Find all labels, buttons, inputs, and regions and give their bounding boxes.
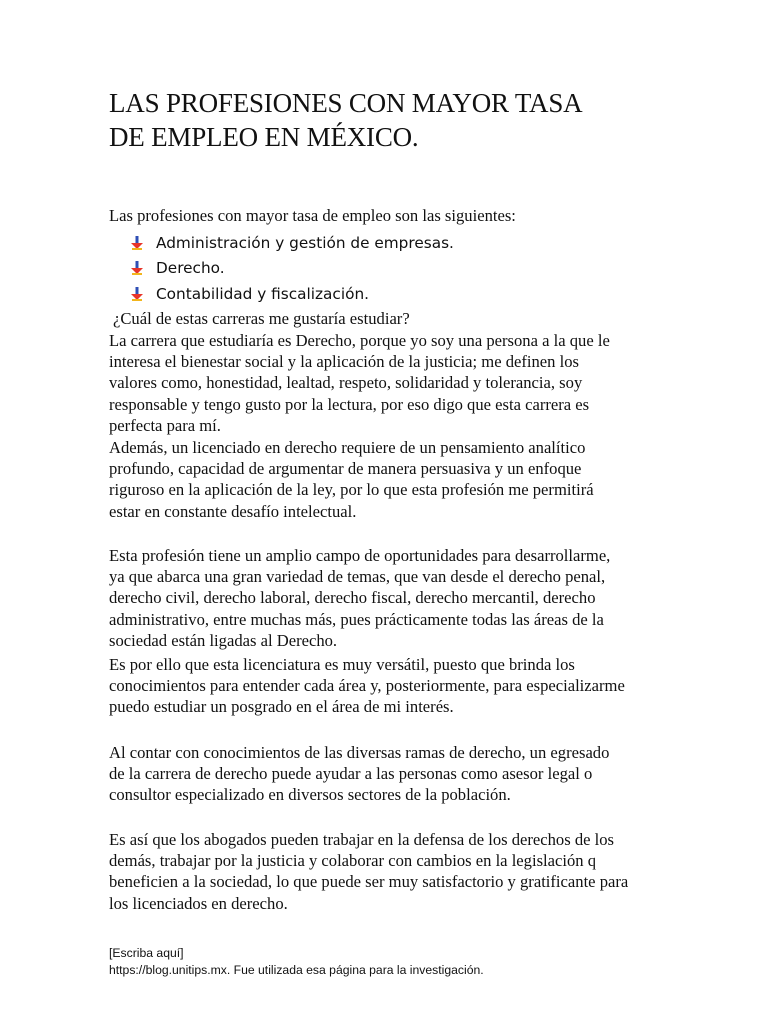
- footer-source-note: https://blog.unitips.mx. Fue utilizada esa página para la investigación.: [109, 963, 484, 977]
- title-line-2: DE EMPLEO EN MÉXICO.: [109, 122, 419, 152]
- arrow-down-bullet-icon: [130, 236, 144, 250]
- list-item: [130, 256, 454, 282]
- list-item: [130, 230, 454, 256]
- title-line-1: LAS PROFESIONES CON MAYOR TASA: [109, 88, 583, 118]
- profession-list: [130, 230, 454, 307]
- paragraph-5: Al contar con conocimientos de las diversas ramas de derecho, un egresado de la carrera de derecho puede ayudar a las personas como asesor legal o consultor especializado en diversos sectores de la población.: [109, 743, 610, 805]
- arrow-down-bullet-icon: [130, 287, 144, 301]
- paragraph-2: Además, un licenciado en derecho requiere de un pensamiento analítico profundo, capacidad de argumentar de manera persuasiva y un enfoque riguroso en la aplicación de la ley, por lo que esta profesión me permitirá estar en constante desafío intelectual.: [109, 438, 594, 521]
- list-item-label: Administración y gestión de empresas.: [156, 233, 454, 252]
- paragraph-1: La carrera que estudiaría es Derecho, porque yo soy una persona a la que le interesa el bienestar social y la aplicación de la justicia; me definen los valores como, honestidad, lealtad, respeto, solidaridad y tolerancia, soy responsable y tengo gusto por la lectura, por eso digo que esta carrera es perfecta para mí.: [109, 331, 610, 435]
- paragraph-6: Es así que los abogados pueden trabajar en la defensa de los derechos de los demás, trabajar por la justicia y colaborar con cambios en la legislación q beneficien a la sociedad, lo que puede ser muy satisfactorio y gratificante para los licenciados en derecho.: [109, 830, 629, 913]
- page-footer: [109, 945, 484, 979]
- document-title: [109, 86, 709, 154]
- list-item-label: Derecho.: [156, 259, 225, 278]
- paragraph-3: Esta profesión tiene un amplio campo de oportunidades para desarrollarme, ya que abarca una gran variedad de temas, que van desde el derecho penal, derecho civil, derecho laboral, derecho fiscal, derecho mercantil, derecho administrativo, entre muchas más, pues prácticamente todas las áreas de la sociedad están ligadas al Derecho.: [109, 546, 611, 650]
- arrow-down-bullet-icon: [130, 261, 144, 275]
- footer-placeholder: [Escriba aquí]: [109, 946, 184, 960]
- list-item-label: Contabilidad y fiscalización.: [156, 284, 370, 303]
- intro-text: Las profesiones con mayor tasa de empleo son las siguientes:: [109, 206, 516, 225]
- list-item: [130, 281, 454, 307]
- paragraph-4: Es por ello que esta licenciatura es muy versátil, puesto que brinda los conocimientos para entender cada área y, posteriormente, para especializarme puedo estudiar un posgrado en el área de mi interés.: [109, 655, 625, 717]
- question-heading: ¿Cuál de estas carreras me gustaría estudiar?: [113, 309, 410, 328]
